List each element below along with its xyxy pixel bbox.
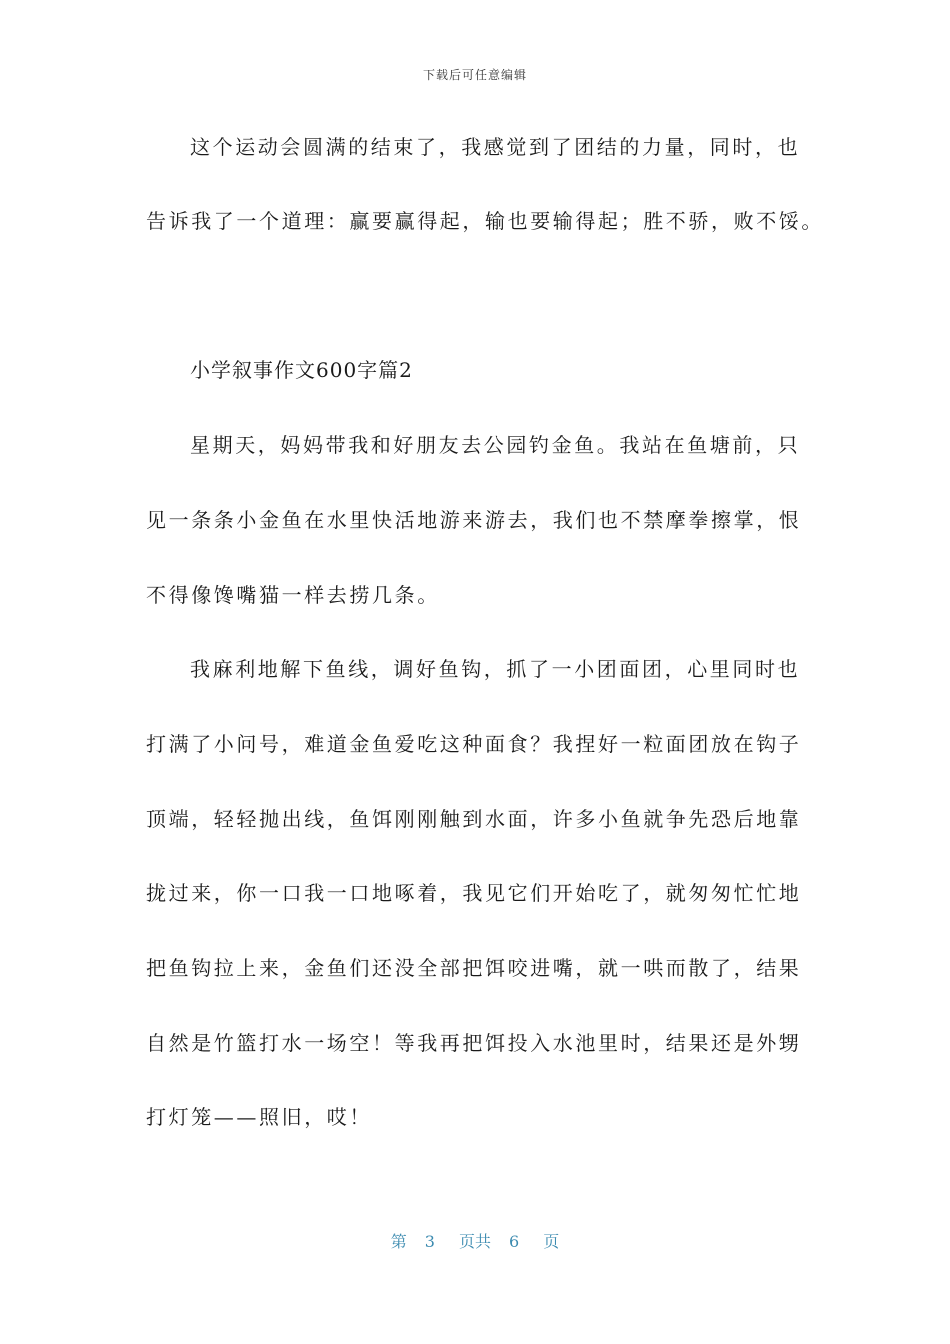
paragraph-line: 顶端，轻轻抛出线，鱼饵刚刚触到水面，许多小鱼就争先恐后地靠 [146,807,802,831]
footer-page-number: 3 [424,1232,435,1251]
paragraph-line: 我麻利地解下鱼线，调好鱼钩，抓了一小团面团，心里同时也 [190,657,801,681]
page-header: 下载后可任意编辑 [422,68,527,82]
page-footer [0,1229,950,1252]
paragraph-line: 这个运动会圆满的结束了，我感觉到了团结的力量，同时，也 [190,135,801,159]
footer-total-pages: 6 [509,1232,520,1251]
footer-page-label: 第 [390,1232,407,1251]
paragraph-line: 拢过来，你一口我一口地啄着，我见它们开始吃了，就匆匆忙忙地 [146,881,802,905]
paragraph-line: 告诉我了一个道理：赢要赢得起，输也要输得起；胜不骄，败不馁。 [146,209,824,233]
footer-total-label: 页共 [458,1232,491,1251]
section-heading: 小学叙事作文600字篇2 [190,358,413,382]
paragraph-line: 见一条条小金鱼在水里快活地游来游去，我们也不禁摩拳擦掌，恨 [146,508,802,532]
paragraph-line: 打满了小问号，难道金鱼爱吃这种面食？我捏好一粒面团放在钩子 [146,732,802,756]
paragraph-line: 把鱼钩拉上来，金鱼们还没全部把饵咬进嘴，就一哄而散了，结果 [146,956,802,980]
paragraph-line: 自然是竹篮打水一场空！等我再把饵投入水池里时，结果还是外甥 [146,1031,802,1055]
paragraph-line: 打灯笼——照旧，哎！ [146,1105,372,1129]
paragraph-line: 不得像馋嘴猫一样去捞几条。 [146,583,440,607]
paragraph-line: 星期天，妈妈带我和好朋友去公园钓金鱼。我站在鱼塘前，只 [190,433,801,457]
footer-page-suffix: 页 [543,1232,560,1251]
